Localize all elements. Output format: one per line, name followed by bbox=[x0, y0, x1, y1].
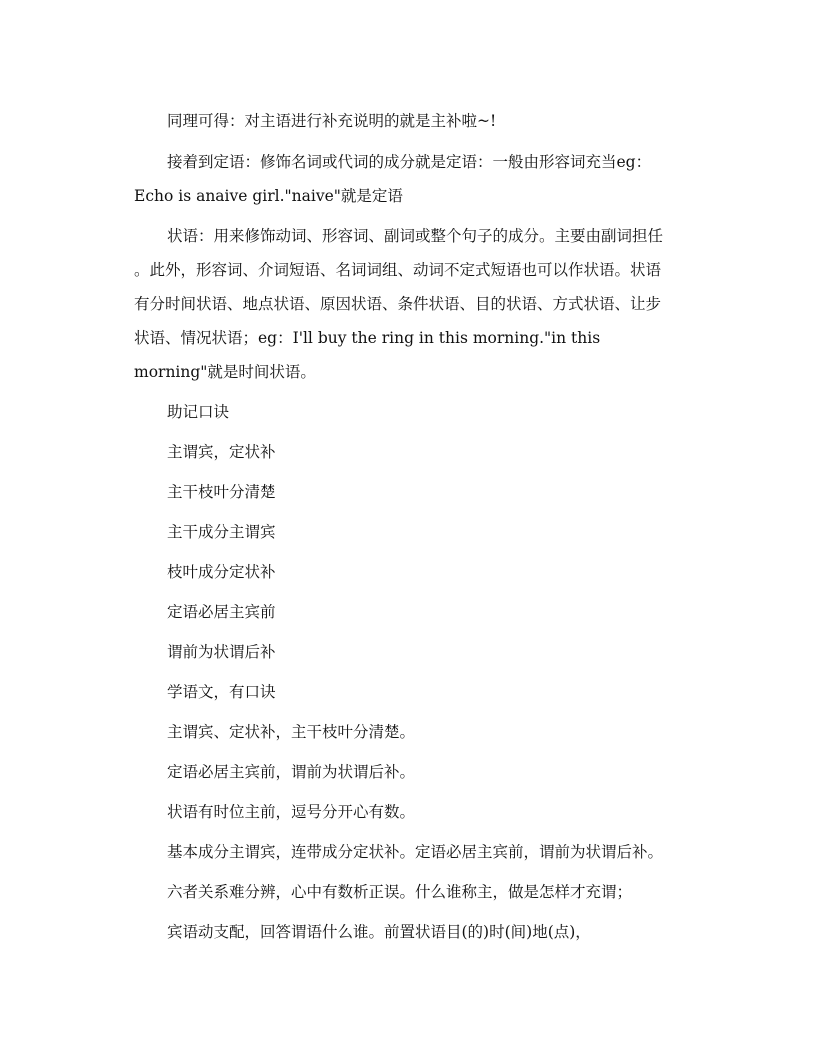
paragraph-attributive-line-2: Echo is anaive girl."naive"就是定语 bbox=[134, 187, 403, 205]
mnemonic-line: 主谓宾，定状补 bbox=[167, 443, 276, 461]
mnemonic-line: 主干成分主谓宾 bbox=[167, 523, 276, 541]
paragraph-subject-complement: 同理可得：对主语进行补充说明的就是主补啦~! bbox=[167, 112, 497, 130]
mnemonic-line: 宾语动支配，回答谓语什么谁。前置状语目(的)时(间)地(点)， bbox=[167, 923, 591, 941]
mnemonic-line: 学语文，有口诀 bbox=[167, 683, 276, 701]
mnemonic-line: 六者关系难分辨，心中有数析正误。什么谁称主，做是怎样才充谓； bbox=[167, 883, 633, 901]
mnemonic-line: 谓前为状谓后补 bbox=[167, 643, 276, 661]
mnemonic-line: 定语必居主宾前，谓前为状谓后补。 bbox=[167, 763, 416, 781]
mnemonic-line: 主谓宾、定状补，主干枝叶分清楚。 bbox=[167, 723, 416, 741]
paragraph-adverbial-line-5: morning"就是时间状语。 bbox=[134, 363, 316, 381]
paragraph-adverbial-line-4: 状语、情况状语；eg：I'll buy the ring in this morning."in this bbox=[134, 329, 601, 347]
mnemonic-line: 定语必居主宾前 bbox=[167, 603, 276, 621]
paragraph-adverbial-line-2: 。此外，形容词、介词短语、名词词组、动词不定式短语也可以作状语。状语 bbox=[134, 261, 662, 279]
mnemonic-line: 主干枝叶分清楚 bbox=[167, 483, 276, 501]
mnemonic-line: 基本成分主谓宾，连带成分定状补。定语必居主宾前，谓前为状谓后补。 bbox=[167, 843, 664, 861]
paragraph-attributive-line-1: 接着到定语：修饰名词或代词的成分就是定语：一般由形容词充当eg： bbox=[167, 153, 652, 171]
mnemonic-line: 枝叶成分定状补 bbox=[167, 563, 276, 581]
paragraph-adverbial-line-3: 有分时间状语、地点状语、原因状语、条件状语、目的状语、方式状语、让步 bbox=[134, 295, 662, 313]
paragraph-adverbial-line-1: 状语：用来修饰动词、形容词、副词或整个句子的成分。主要由副词担任 bbox=[167, 227, 664, 245]
mnemonic-line: 状语有时位主前，逗号分开心有数。 bbox=[167, 803, 416, 821]
mnemonic-title: 助记口诀 bbox=[167, 403, 230, 421]
